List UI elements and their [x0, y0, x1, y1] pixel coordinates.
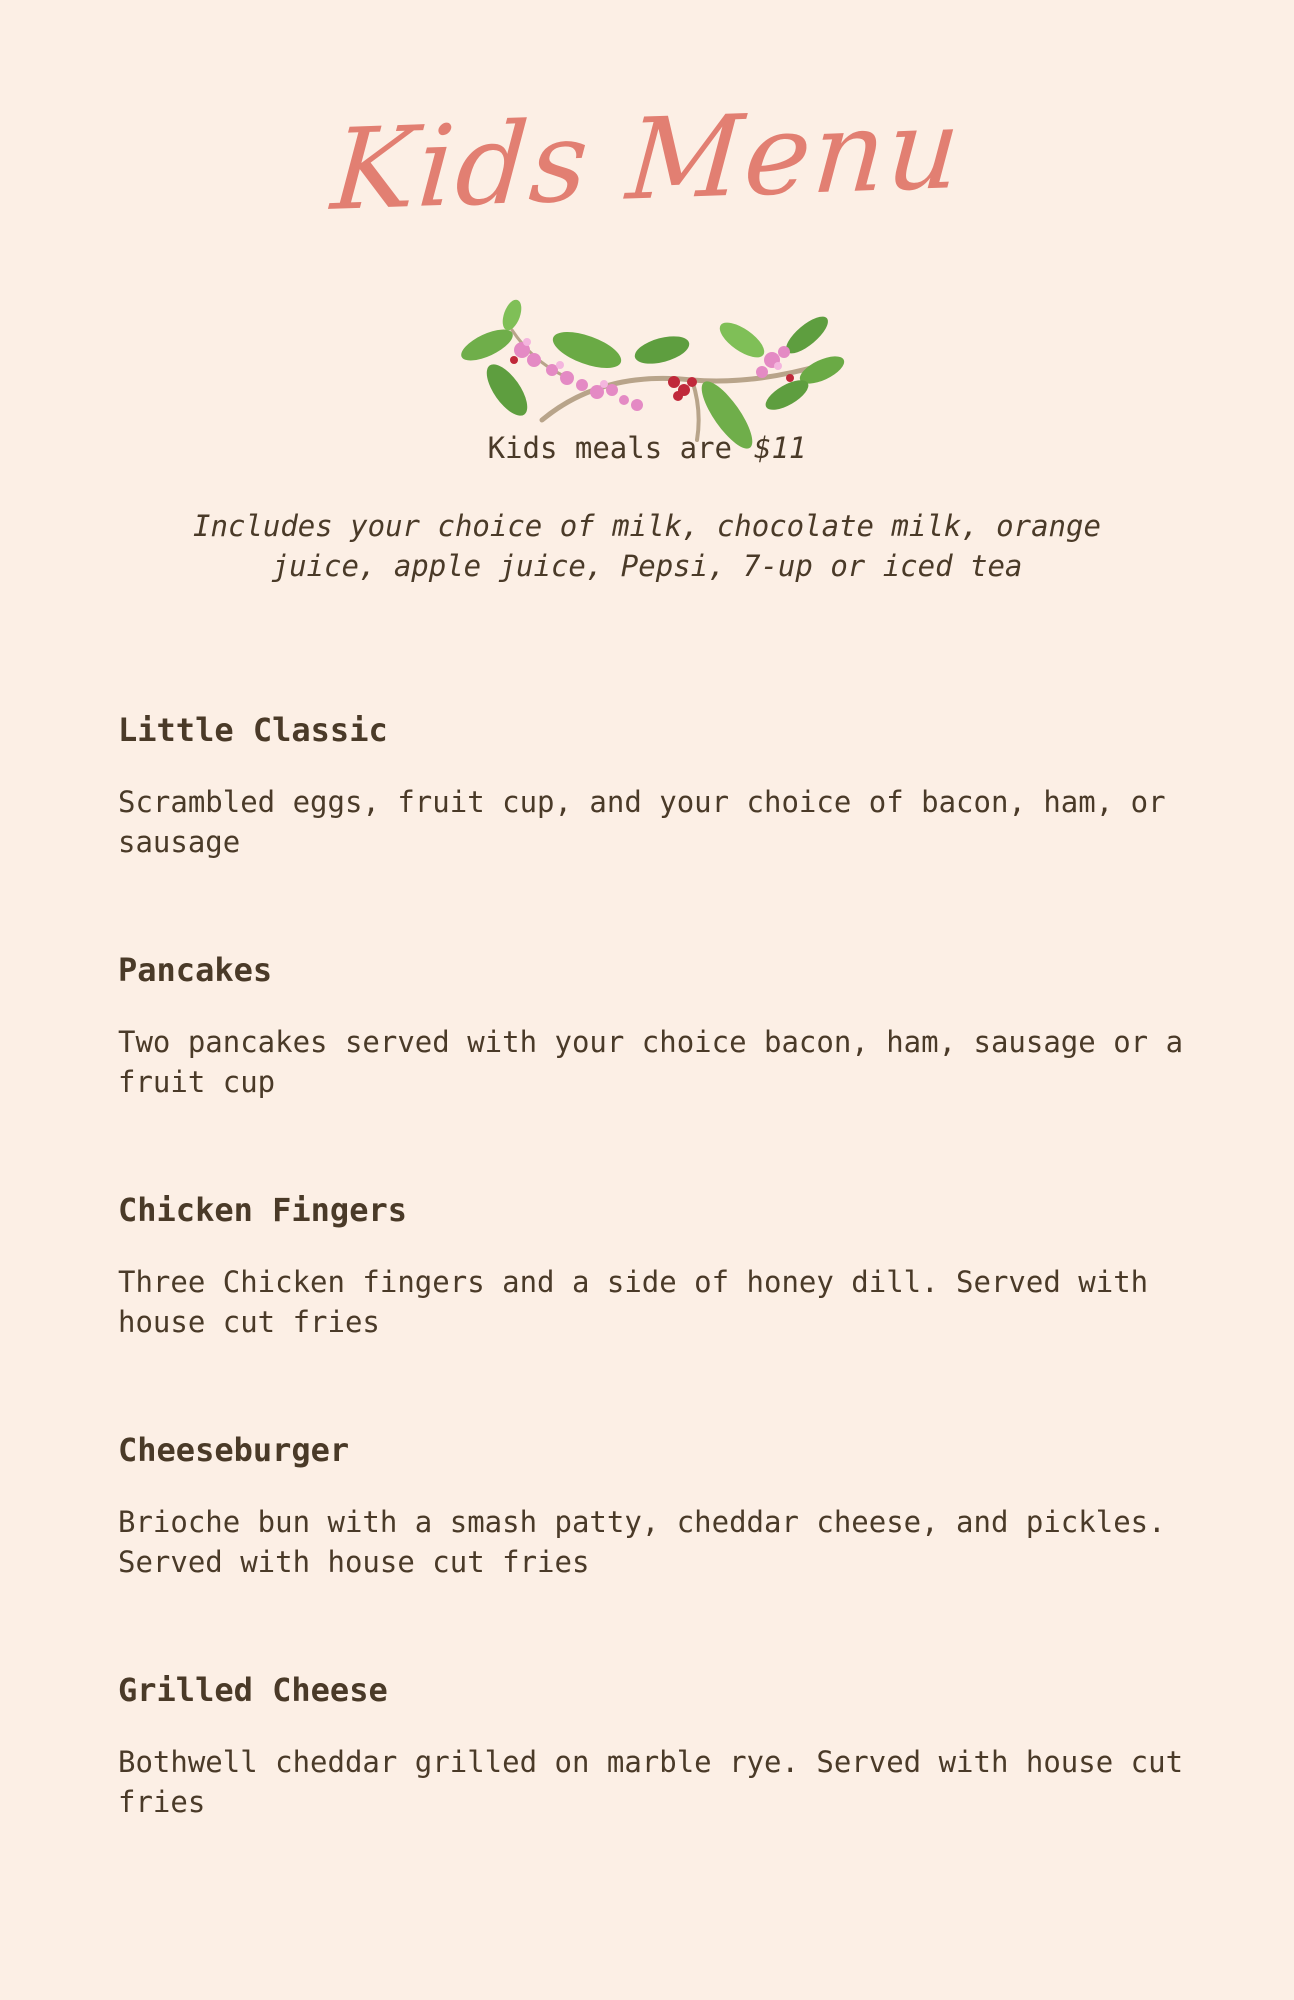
menu-item [118, 708, 1198, 948]
menu-item-description: Scrambled eggs, fruit cup, and your choice of bacon, ham, or sausage [118, 785, 1166, 859]
menu-item-name: Grilled Cheese [118, 1671, 388, 1709]
drinks-included-note: Includes your choice of milk, chocolate milk, orange juice, apple juice, Pepsi, 7-up or iced tea [193, 509, 1101, 583]
menu-item-description: Brioche bun with a smash patty, cheddar cheese, and pickles. Served with house cut fries [118, 1505, 1166, 1579]
menu-item-name: Cheeseburger [118, 1431, 350, 1469]
menu-item-name: Little Classic [118, 711, 388, 749]
menu-item [118, 1668, 1198, 1908]
menu-item-description: Three Chicken fingers and a side of honey dill. Served with house cut fries [118, 1265, 1149, 1339]
menu-items-list [118, 708, 1198, 1908]
menu-header [0, 84, 1294, 380]
menu-item-name: Pancakes [118, 951, 273, 989]
price-value: $11 [754, 431, 807, 465]
menu-item-name: Chicken Fingers [118, 1191, 407, 1229]
menu-title: Kids Menu [327, 84, 967, 236]
menu-item [118, 1428, 1198, 1668]
menu-item [118, 948, 1198, 1188]
menu-item [118, 1188, 1198, 1428]
menu-item-description: Bothwell cheddar grilled on marble rye. Served with house cut fries [118, 1745, 1184, 1819]
price-line [0, 428, 1294, 468]
menu-item-description: Two pancakes served with your choice bacon, ham, sausage or a fruit cup [118, 1025, 1184, 1099]
price-label: Kids meals are [487, 431, 733, 465]
